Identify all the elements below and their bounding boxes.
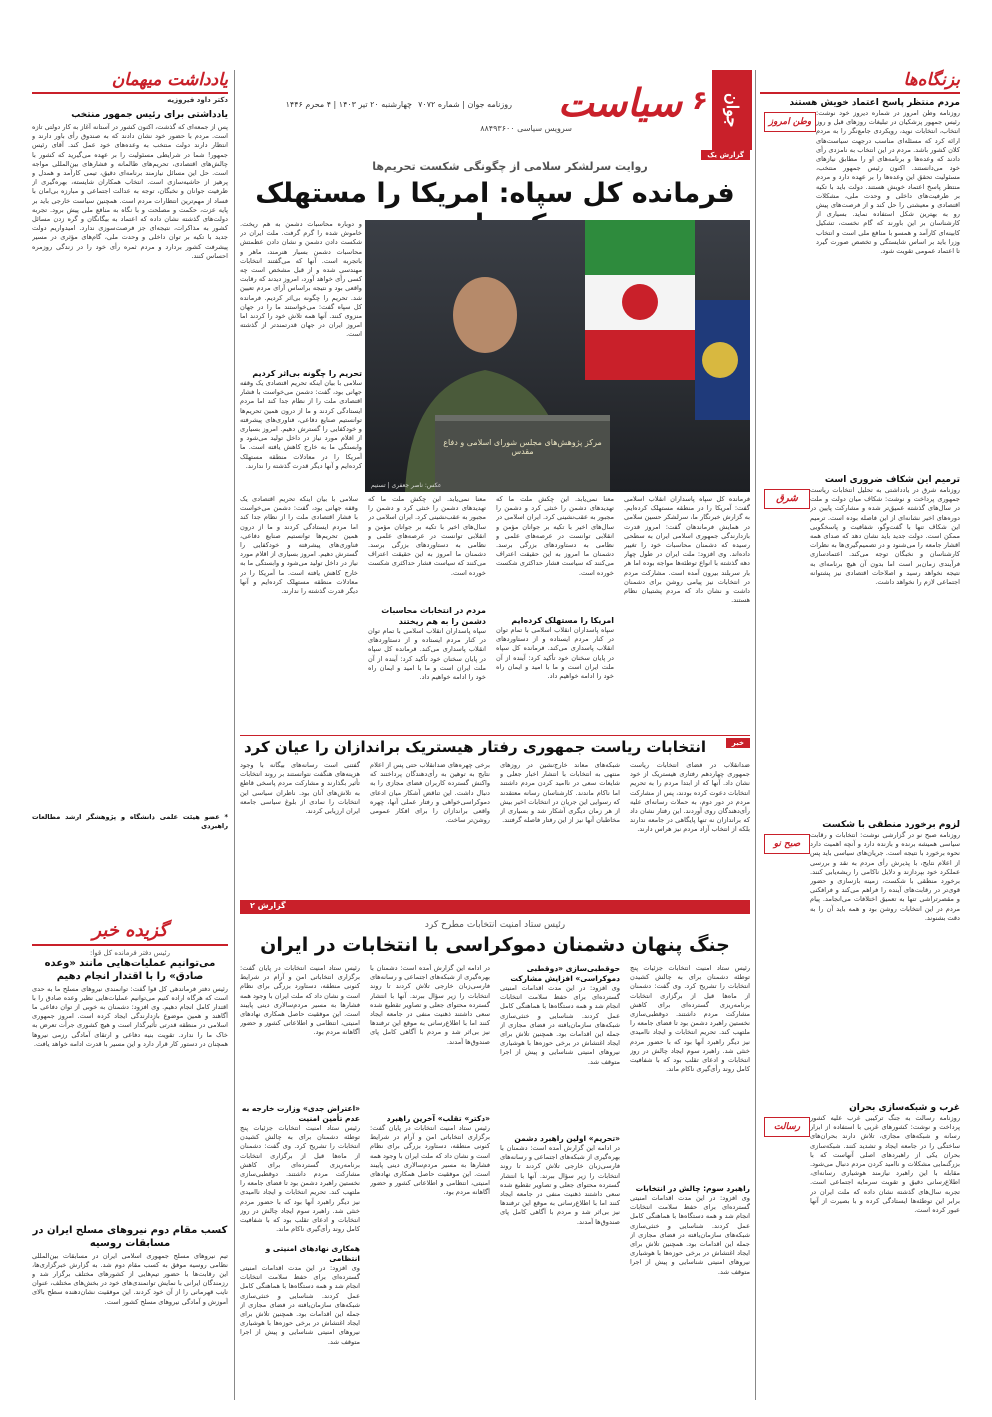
- left-column-title-rule: [32, 92, 228, 94]
- left-column: [32, 70, 228, 1400]
- news-box-rule: [32, 944, 228, 946]
- news-item-text: رئیس دفتر فرماندهی کل قوا گفت: توانمندی نیروهای مسلح ما به حدی است که هرگاه اراده کنیم می‌توانیم عملیات‌هایی نظیر وعده صادق را با اقتدار کامل انجام دهیم. وی افزود: دشمنان به خوبی از توان دفاعی ما آگاهند و همین موضوع بازدارندگی ایجاد کرده است. امروز جمهوری اسلامی در منطقه قدرتی تأثیرگذار است و هیچ کشوری جرأت تعرض به خاک ما را ندارد. تقویت بنیه دفاعی و ارتقای آمادگی رزمی نیروها همچنان در دستور کار قرار دارد و این مسیر با قدرت ادامه خواهد یافت.: [32, 984, 228, 1048]
- source-logo: شرق: [764, 489, 810, 509]
- right-item-headline: مردم منتظر پاسخ اعتماد خویش هستند: [789, 98, 960, 108]
- second-story: [240, 735, 750, 895]
- news-item-kicker: رئیس دفتر فرمانده کل قوا:: [90, 948, 170, 957]
- guest-author: دکتر داود فیروزیه: [167, 96, 228, 104]
- third-col-3: [370, 964, 490, 1364]
- third-col-3-text: در ادامه این گزارش آمده است: دشمنان با بهره‌گیری از شبکه‌های اجتماعی و رسانه‌های فارسی‌زبان خارجی تلاش کردند تا روند انتخابات را زیر سؤال ببرند. آنها با انتشار گسترده محتوای جعلی و تصاویر تقطیع شده سعی داشتند ذهنیت منفی در جامعه ایجاد کنند اما با اطلاع‌رسانی به موقع این ترفندها نیز بی‌اثر شد و مردم با آگاهی کامل پای صندوق‌ها آمدند.: [370, 964, 490, 1046]
- photo-credit: عکس: ناصر جعفری | تسنیم: [371, 482, 442, 489]
- right-column: [760, 70, 960, 1400]
- third-subhead: راهبرد سوم: چالش در انتخابات: [635, 1184, 750, 1193]
- third-subhead: «اعتراض جدی» وزارت خارجه به عدم تأمین امنیت: [241, 1104, 360, 1123]
- column-divider: [234, 70, 235, 1400]
- third-col-1-text-b: وی افزود: در این مدت اقدامات امنیتی گسترده‌ای برای حفظ سلامت انتخابات انجام شد و همه دستگاه‌ها با هماهنگی کامل عمل کردند. شناسایی و خنثی‌سازی شبکه‌های سازمان‌یافته در فضای مجازی از جمله این اقدامات بود. همچنین تلاش برای ایجاد اغتشاش در برخی حوزه‌ها با هوشیاری نیروهای امنیتی شناسایی و پیش از اجرا متوقف شد.: [630, 1194, 750, 1276]
- third-col-2-text-b: در ادامه این گزارش آمده است: دشمنان با بهره‌گیری از شبکه‌های اجتماعی و رسانه‌های فارسی‌زبان خارجی تلاش کردند تا روند انتخابات را زیر سؤال ببرند. آنها با انتشار گسترده محتوای جعلی و تصاویر تقطیع شده سعی داشتند ذهنیت منفی در جامعه ایجاد کنند اما با اطلاع‌رسانی به موقع این ترفندها نیز بی‌اثر شد و مردم با آگاهی کامل پای صندوق‌ها آمدند.: [500, 1144, 620, 1226]
- guest-note: [32, 110, 228, 833]
- third-subhead: «تحریم» اولین راهبرد دشمن: [514, 1134, 620, 1143]
- guest-note-signature: * عضو هیئت علمی دانشگاه و پژوهشگر ارشد مطالعات راهبردی: [32, 813, 228, 831]
- lead-col-4-text-b: سپاه پاسداران انقلاب اسلامی با تمام توان در کنار مردم ایستاده و از دستاوردهای انقلاب پاسداری می‌کند. فرمانده کل سپاه در پایان سخنان خود تأکید کرد: آینده از آن ملت ایران است و ما با امید و ایمان راه خود را ادامه خواهیم داد.: [496, 626, 614, 681]
- third-tag-bar: [240, 900, 750, 914]
- right-item-headline: لزوم برخورد منطقی با شکست: [822, 820, 960, 830]
- issue-line: روزنامه جوان | شماره ۷۰۷۲: [418, 100, 512, 109]
- masthead: [228, 70, 752, 150]
- lead-story: [240, 150, 750, 730]
- news-item-text: تیم نیروهای مسلح جمهوری اسلامی ایران در مسابقات بین‌المللی نظامی روسیه موفق به کسب مقام دوم شد. به گزارش خبرگزاری‌ها، این رقابت‌ها با حضور تیم‌هایی از کشورهای مختلف برگزار شد و رزمندگان ایرانی با نمایش توانمندی‌های خود در بخش‌های مختلف، عنوان نایب قهرمانی را از آن خود کردند. این موفقیت نشان‌دهنده سطح بالای آموزش و آمادگی نیروهای مسلح کشور است.: [32, 1251, 228, 1306]
- lead-col-3: [368, 495, 486, 717]
- news-item-headline: کسب مقام دوم نیروهای مسلح ایران در مسابقات روسیه: [32, 1224, 228, 1249]
- third-col-3-text-b: رئیس ستاد امنیت انتخابات در پایان گفت: برگزاری انتخاباتی امن و آرام در شرایط کنونی منطقه، دستاورد بزرگی برای نظام است و نشان داد که ملت ایران با وجود همه فشارها به مسیر مردم‌سالاری دینی پایبند است. این موفقیت حاصل همکاری نهادهای امنیتی، انتظامی و اطلاعاتی کشور و حضور آگاهانه مردم بود.: [370, 1124, 490, 1197]
- lead-col-4: [496, 495, 614, 721]
- third-col-4: [240, 964, 360, 1384]
- right-item-headline: غرب و شبکه‌سازی بحران: [849, 1103, 960, 1113]
- third-story: [240, 900, 750, 1400]
- right-item-2: [760, 475, 960, 811]
- right-item-headline: ترمیم این شکاف ضروری است: [824, 475, 960, 485]
- second-col-2: شبکه‌های معاند خارج‌نشین در روزهای منتهی به انتخابات با انتشار اخبار جعلی و شایعات سعی در ناامید کردن مردم داشتند اما ناکام ماندند. کارشناسان رسانه معتقدند که رسوایی این جریان در انتخابات اخیر بیش از هر زمان دیگری آشکار شد و بسیاری از مخاطبان آنها نیز از این رفتار فاصله گرفتند.: [500, 761, 620, 825]
- second-col-3: برخی چهره‌های ضدانقلاب حتی پس از اعلام نتایج به توهین به رأی‌دهندگان پرداختند که واکنش گسترده کاربران فضای مجازی را به دنبال داشت. این تناقض آشکار میان ادعای دموکراسی‌خواهی و رفتار عملی آنها، چهره واقعی براندازان را برای افکار عمومی روشن‌تر ساخت.: [370, 761, 490, 825]
- third-col-2-text: وی افزود: در این مدت اقدامات امنیتی گسترده‌ای برای حفظ سلامت انتخابات انجام شد و همه دستگاه‌ها با هماهنگی کامل عمل کردند. شناسایی و خنثی‌سازی شبکه‌های سازمان‌یافته در فضای مجازی از جمله این اقدامات بود. همچنین تلاش برای ایجاد اغتشاش در برخی حوزه‌ها با هوشیاری نیروهای امنیتی شناسایی و پیش از اجرا متوقف شد.: [500, 984, 620, 1066]
- second-headline: انتخابات ریاست جمهوری رفتار هیستریک براندازان را عیان کرد: [243, 738, 707, 756]
- news-box-header: [32, 920, 228, 941]
- third-kicker: رئیس ستاد امنیت انتخابات مطرح کرد: [424, 920, 566, 930]
- photo-podium-banner: مرکز پژوهش‌های مجلس شورای اسلامی و دفاع مقدس: [443, 438, 602, 456]
- left-column-title: یادداشت میهمان: [111, 70, 228, 90]
- lead-col-3-text-b: سپاه پاسداران انقلاب اسلامی با تمام توان در کنار مردم ایستاده و از دستاوردهای انقلاب پاسداری می‌کند. فرمانده کل سپاه در پایان سخنان خود تأکید کرد: آینده از آن ملت ایران است و ما با امید و ایمان راه خود را ادامه خواهیم داد.: [368, 627, 486, 682]
- third-col-1: [630, 964, 750, 1369]
- third-headline: جنگ پنهان دشمنان دموکراسی با انتخابات در ایران: [260, 934, 730, 956]
- second-col-1: ضدانقلاب در فضای انتخابات ریاست جمهوری چهاردهم رفتاری هیستریک از خود نشان داد. آنها که از ابتدا مردم را به تحریم انتخابات دعوت کرده بودند، پس از مشارکت مردم در دور دوم، به حملات رسانه‌ای علیه رأی‌دهندگان روی آوردند. این رفتار نشان داد که براندازان نه تنها پایگاهی در جامعه ندارند بلکه از انتخاب آزاد مردم نیز هراس دارند.: [630, 761, 750, 834]
- lead-photo: [365, 220, 750, 492]
- third-col-4-text-c: وی افزود: در این مدت اقدامات امنیتی گسترده‌ای برای حفظ سلامت انتخابات انجام شد و همه دستگاه‌ها با هماهنگی کامل عمل کردند. شناسایی و خنثی‌سازی شبکه‌های سازمان‌یافته در فضای مجازی از جمله این اقدامات بود. همچنین تلاش برای ایجاد اغتشاش در برخی حوزه‌ها با هوشیاری نیروهای امنیتی شناسایی و پیش از اجرا متوقف شد.: [240, 1264, 360, 1346]
- source-logo: صبح نو: [764, 834, 810, 854]
- lead-col-2: سلامی با بیان اینکه تحریم اقتصادی یک وقفه جهانی بود، گفت: دشمن می‌خواست با فشار اقتصادی ملت را از نظام جدا کند اما مردم ایستادگی کردند و ما از درون همین تحریم‌ها توانستیم صنایع دفاعی، فناوری‌های پیشرفته و خودکفایی را گسترش دهیم. امروز بسیاری از اقلام مورد نیاز در داخل تولید می‌شود و وابستگی ما به خارج کاهش یافته است. ما آمریکا را در معادلات منطقه مستهلک کرده‌ایم و آنها دیگر قدرت گذشته را ندارند.: [240, 495, 358, 596]
- desk-line: سرویس سیاسی ۸۸۴۹۳۶۰۰: [480, 124, 572, 133]
- third-col-2: [500, 964, 620, 1384]
- lead-col-5: فرمانده کل سپاه پاسداران انقلاب اسلامی گفت: آمریکا را در منطقه مستهلک کرده‌ایم. به گزارش خبرنگار ما، سرلشکر حسین سلامی در همایش فرماندهان گفت: امروز قدرت بازدارندگی جمهوری اسلامی ایران به سطحی رسیده که دشمنان محاسبات خود را تغییر داده‌اند. وی افزود: ملت ایران در طول چهار دهه گذشته با انواع توطئه‌ها مواجه بوده اما هر بار سربلند بیرون آمده است. مشارکت مردم در انتخابات نیز پیامی روشن برای دشمنان داشت و نشان داد که مردم پشتیبان نظام هستند.: [624, 495, 750, 605]
- lead-col-3-text: معنا نمی‌یابد. این چکش ملت ما که تهدیدهای دشمن را خنثی کرد و دشمن را مجبور به عقب‌نشینی کرد. ایران اسلامی در سال‌های اخیر با تکیه بر جوانان مؤمن و انقلابی توانست در عرصه‌های علمی و نظامی به دستاوردهای بزرگی برسد. دشمنان ما امروز به این حقیقت اعتراف می‌کنند که سیاست فشار حداکثری شکست خورده است.: [368, 495, 486, 577]
- second-col-4: گفتنی است رسانه‌های بیگانه با وجود هزینه‌های هنگفت نتوانستند بر روند انتخابات تأثیر بگذارند و مشارکت مردم پاسخی قاطع به تلاش‌های آنان بود. ناظران سیاسی این انتخابات را نمادی از بلوغ سیاسی جامعه ایران ارزیابی کردند.: [240, 761, 360, 816]
- date-line: چهارشنبه ۲۰ تیر ۱۴۰۳ | ۴ محرم ۱۴۴۶: [285, 100, 412, 109]
- right-item-text: روزنامه رسالت به جنگ ترکیبی غرب علیه کشور پرداخت و نوشت: کشورهای غربی با استفاده از ابزار رسانه و شبکه‌های مجازی، تلاش دارند بحران‌های ساختگی را در جامعه ایجاد و تشدید کنند. شبکه‌سازی بحران یکی از راهبردهای اصلی آنهاست که با بزرگنمایی مشکلات و ناامید کردن مردم دنبال می‌شود. مقابله با این راهبرد نیازمند هوشیاری رسانه‌ای، اطلاع‌رسانی دقیق و تقویت سرمایه اجتماعی است. تجربه سال‌های گذشته نشان داده که ملت ایران در برابر این توطئه‌ها ایستادگی کرده و با بصیرت از آنها عبور کرده است.: [810, 1114, 960, 1215]
- right-item-1: [760, 98, 960, 455]
- lead-col-1: [240, 220, 362, 479]
- news-item-headline: می‌توانیم عملیات‌هایی مانند «وعده صادق» را با اقتدار انجام دهیم: [44, 957, 216, 982]
- source-logo: رسالت: [764, 1117, 810, 1137]
- third-col-4-text: رئیس ستاد امنیت انتخابات در پایان گفت: برگزاری انتخاباتی امن و آرام در شرایط کنونی منطقه، دستاورد بزرگی برای نظام است و نشان داد که ملت ایران با وجود همه فشارها به مسیر مردم‌سالاری دینی پایبند است. این موفقیت حاصل همکاری نهادهای امنیتی، انتظامی و اطلاعاتی کشور و حضور آگاهانه مردم بود.: [240, 964, 360, 1037]
- right-item-3: [760, 820, 960, 1093]
- right-column-title-rule: [760, 92, 960, 94]
- third-tag: گزارش ۲: [250, 901, 286, 910]
- guest-note-text: پس از جمعه‌ای که گذشت، اکنون کشور در آستانه آغاز به کار دولتی تازه است. مردم با حضور خود نشان دادند که به صندوق رأی باور دارند و انتظار دارند دولت منتخب به وعده‌های خود عمل کند. آقای رئیس جمهور! شما در شرایطی مسئولیت را بر عهده می‌گیرید که کشور با چالش‌های اقتصادی، تحریم‌های ظالمانه و فشارهای بین‌المللی مواجه است. حل این مسائل نیازمند برنامه‌ای دقیق، تیمی کارآمد و همدل و پرهیز از حاشیه‌سازی است. انتخاب همکاران شایسته، بهره‌گیری از ظرفیت جوانان و نخبگان، توجه به عدالت اجتماعی و مبارزه بی‌امان با فساد از مهم‌ترین انتظارات مردم است. همچنین سیاست خارجی باید بر پایه عزت، حکمت و مصلحت و با نگاه به منافع ملی پیش برود. تجربه دولت‌های گذشته نشان داده که اعتماد به بیگانگان و گره زدن مسائل کشور به مذاکرات، نتیجه‌ای جز فرصت‌سوزی ندارد. امیدواریم دولت جدید با تکیه بر توان داخلی و وحدت ملی، گام‌های مؤثری در مسیر پیشرفت کشور بردارد و مردم ثمره رأی خود را در زندگی روزمره احساس کنند.: [32, 123, 228, 260]
- section-logo: سیاست: [557, 80, 682, 125]
- lead-col-3-subhead: مردم در انتخابات محاسبات دشمن را به هم ریختند: [381, 606, 486, 626]
- third-col-1-text: رئیس ستاد امنیت انتخابات جزئیات پنج توطئه دشمنان برای به چالش کشیدن انتخابات را تشریح کرد. وی گفت: دشمنان از ماه‌ها قبل از برگزاری انتخابات برنامه‌ریزی گسترده‌ای برای کاهش مشارکت مردم داشتند. دوقطبی‌سازی نخستین راهبرد دشمن بود تا فضای جامعه را ملتهب کند. تحریم انتخابات و ایجاد ناامیدی نیز دیگر راهبرد آنها بود که با حضور مردم خنثی شد. راهبرد سوم ایجاد چالش در روز انتخابات و ادعای تقلب بود که با شفافیت کامل روند رأی‌گیری ناکام ماند.: [630, 964, 750, 1074]
- lead-tag: گزارش یک: [701, 150, 750, 160]
- source-logo: وطن امروز: [764, 112, 816, 132]
- column-divider: [755, 70, 756, 1400]
- lead-col-1-subhead: تحریم را چگونه بی‌اثر کردیم: [252, 369, 362, 378]
- lead-col-1-text-b: سلامی با بیان اینکه تحریم اقتصادی یک وقفه جهانی بود، گفت: دشمن می‌خواست با فشار اقتصادی ملت را از نظام جدا کند اما مردم ایستادگی کردند و ما از درون همین تحریم‌ها توانستیم صنایع دفاعی، فناوری‌های پیشرفته و خودکفایی را گسترش دهیم. امروز بسیاری از اقلام مورد نیاز در داخل تولید می‌شود و وابستگی ما به خارج کاهش یافته است. ما آمریکا را در معادلات منطقه مستهلک کرده‌ایم و آنها دیگر قدرت گذشته را ندارند.: [240, 379, 362, 470]
- right-item-4: [760, 1103, 960, 1394]
- right-item-text: روزنامه وطن امروز در شماره دیروز خود نوشت: رئیس جمهور پزشکیان در تبلیغات روزهای قبل و روز انتخاب، انتخابات نوید، رویکردی جامع‌نگر را به مردم ارائه کرد که مسئله‌ای مناسب درجهت سیاست‌های کلان کشور باشد. مردم در این انتخاب به نامزدی رأی دادند که وعده‌ها و برنامه‌های او را مطابق نیازهای خود می‌دانستند. اکنون رئیس جمهور منتخب، مسئولیت تحقق این وعده‌ها را بر عهده دارد و مردم منتظر پاسخ اعتماد خویش هستند. دولت باید با تکیه بر ظرفیت‌های داخلی و وحدت ملی، مشکلات اقتصادی و معیشتی را حل کند و از فرصت‌های پیش رو به بهترین شکل استفاده نماید. بسیاری از کارشناسان بر این باورند که گام نخست، تشکیل کابینه‌ای کارآمد و همسو با منافع ملی است و انتخاب وزرا باید بر اساس شایستگی و تخصص صورت گیرد تا اعتماد عمومی تقویت شود.: [816, 109, 960, 256]
- newspaper-logo: جوان: [712, 70, 752, 150]
- right-item-text: روزنامه شرق در یادداشتی به تحلیل انتخابات ریاست جمهوری پرداخت و نوشت: شکاف میان دولت و ملت در سال‌های گذشته عمیق‌تر شده و مشارکت پایین در دوره‌های اخیر نشانه‌ای از این فاصله بوده است. ترمیم این شکاف تنها با گفت‌وگو، شفافیت و پاسخگویی ممکن است. دولت جدید باید نشان دهد که صدای همه اقشار جامعه را می‌شنود و در تصمیم‌گیری‌ها به نظرات کارشناسان و نخبگان توجه می‌کند. اعتمادسازی فرآیندی زمان‌بر است اما بدون آن هیچ برنامه‌ای به نتیجه نخواهد رسید و اصلاحات اقتصادی نیز پشتوانه اجتماعی لازم را نخواهد داشت.: [810, 486, 960, 587]
- news-box: [32, 920, 228, 1342]
- lead-headline: فرمانده کل سپاه: امریکا را مستهلک: [255, 178, 735, 209]
- lead-col-4-text: معنا نمی‌یابد. این چکش ملت ما که تهدیدهای دشمن را خنثی کرد و دشمن را مجبور به عقب‌نشینی کرد. ایران اسلامی در سال‌های اخیر با تکیه بر جوانان مؤمن و انقلابی توانست در عرصه‌های علمی و نظامی به دستاوردهای بزرگی برسد. دشمنان ما امروز به این حقیقت اعتراف می‌کنند که سیاست فشار حداکثری شکست خورده است.: [496, 495, 614, 577]
- third-subhead: حوقطبی‌سازی «دوقطبی دموکراسی» افزایش مشارکت: [510, 964, 620, 983]
- second-tag: خبر: [726, 738, 750, 748]
- guest-note-headline: یادداشتی برای رئیس جمهور منتخب: [71, 110, 228, 120]
- lead-kicker: روایت سرلشکر سلامی از چگونگی شکست تحریم‌ها: [372, 160, 648, 173]
- lead-col-4-subhead: امریکا را مستهلک کرده‌ایم: [511, 616, 614, 625]
- right-item-text: روزنامه صبح نو در گزارشی نوشت: انتخابات و رقابت سیاسی همیشه برنده و بازنده دارد و آنچه اهمیت دارد نحوه برخورد با نتیجه است. جریان‌های سیاسی باید پس از اعلام نتایج، با پذیرش رأی مردم به نقد و بررسی عملکرد خود بپردازند و دلایل ناکامی را ریشه‌یابی کنند. برخورد منطقی با شکست، زمینه بازسازی و حضور قوی‌تر در رقابت‌های آینده را فراهم می‌کند و فرافکنی و مقصرتراشی تنها به تعمیق اختلافات می‌انجامد. پیام مردم در این انتخابات روشن بود و همه باید آن را به دقت بشنوند.: [810, 831, 960, 922]
- third-col-4-text-b: رئیس ستاد امنیت انتخابات جزئیات پنج توطئه دشمنان برای به چالش کشیدن انتخابات را تشریح کرد. وی گفت: دشمنان از ماه‌ها قبل از برگزاری انتخابات برنامه‌ریزی گسترده‌ای برای کاهش مشارکت مردم داشتند. دوقطبی‌سازی نخستین راهبرد دشمن بود تا فضای جامعه را ملتهب کند. تحریم انتخابات و ایجاد ناامیدی نیز دیگر راهبرد آنها بود که با حضور مردم خنثی شد. راهبرد سوم ایجاد چالش در روز انتخابات و ادعای تقلب بود که با شفافیت کامل روند رأی‌گیری ناکام ماند.: [240, 1124, 360, 1234]
- third-subhead: «دکتر» تقلب» آخرین راهبرد: [386, 1114, 490, 1123]
- third-subhead: همکاری نهادهای امنیتی و انتظامی: [265, 1244, 360, 1263]
- right-column-title: بزنگاه‌ها: [903, 70, 960, 90]
- page-number: ۶: [692, 86, 708, 116]
- news-box-title: گزیده خبر: [92, 920, 168, 941]
- second-rule: [240, 735, 750, 736]
- lead-col-1-text: و دوباره محاسبات دشمن به هم ریخت. خاموش شده را گرم گرفت. ملت ایران در شکست دادن دشمن و نشان دادن عظمتش محاسبات دشمن بسیار هنرمند، ماهر و باتجربه است. آنها که می‌گفتند انتخابات مهندسی شده و از قبل مشخص است چه کسی رأی خواهد آورد، امروز دیدند که رقابت واقعی بود و نتیجه براساس آرای مردم تعیین شد. تحریم را چگونه بی‌اثر کردیم. فرمانده کل سپاه گفت: می‌خواستند ما را در جهان منزوی کنند. آنها همه تلاش خود را کردند اما امروز ایران در جهان قدرتمندتر از گذشته است.: [240, 220, 362, 339]
